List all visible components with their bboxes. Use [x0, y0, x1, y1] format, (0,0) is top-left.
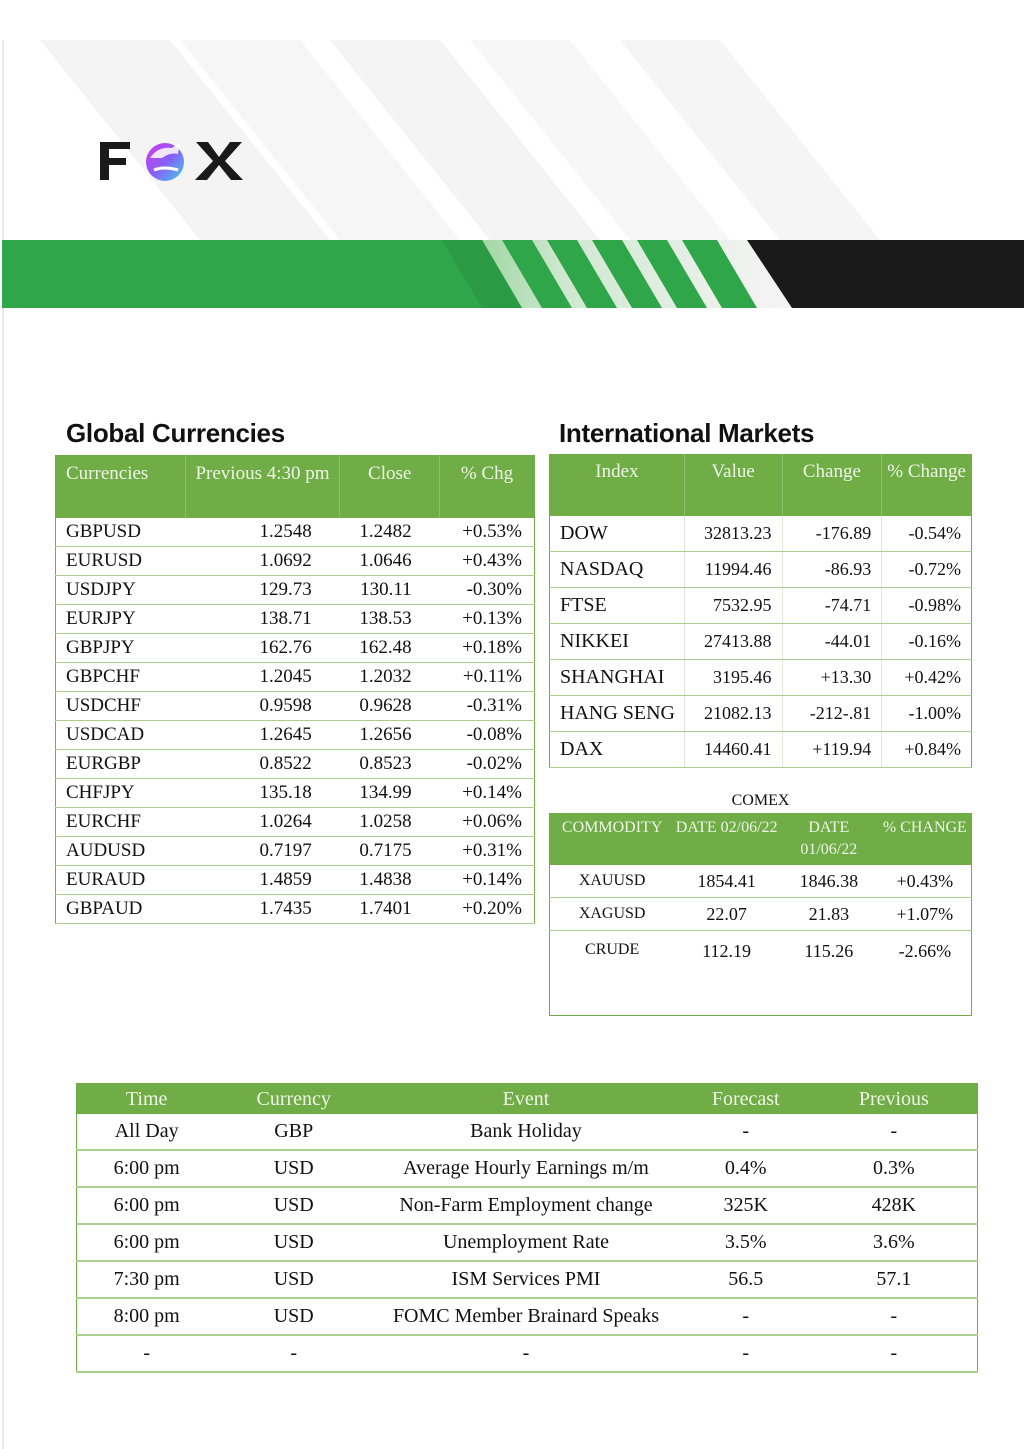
currency-row	[56, 605, 535, 634]
table-cell: 22.07	[674, 898, 779, 931]
table-cell: 0.4%	[681, 1150, 811, 1187]
table-cell: 57.1	[811, 1261, 978, 1298]
table-cell: 3195.46	[684, 660, 782, 696]
comex-table	[549, 813, 972, 1016]
table-cell: +1.07%	[879, 898, 972, 931]
table-cell: GBPAUD	[56, 895, 186, 924]
table-cell: -	[811, 1114, 978, 1150]
international-markets-heading: International Markets	[559, 418, 815, 448]
table-cell: 1.7435	[185, 895, 340, 924]
table-cell: 1.2645	[185, 721, 340, 750]
calendar-row	[77, 1187, 978, 1224]
table-cell: USD	[216, 1261, 371, 1298]
table-cell: EURJPY	[56, 605, 186, 634]
table-cell: 27413.88	[684, 624, 782, 660]
table-cell: 138.53	[340, 605, 440, 634]
column-header: COMMODITY	[550, 814, 675, 866]
table-cell: EURGBP	[56, 750, 186, 779]
table-cell: +119.94	[782, 732, 882, 768]
column-header: Event	[371, 1084, 681, 1115]
table-cell: EURAUD	[56, 866, 186, 895]
header-background-stripes	[0, 0, 1024, 240]
table-cell: Average Hourly Earnings m/m	[371, 1150, 681, 1187]
table-cell: 21082.13	[684, 696, 782, 732]
market-row	[550, 588, 972, 624]
table-cell: 1.4859	[185, 866, 340, 895]
table-cell: +0.14%	[440, 866, 535, 895]
table-cell: FOMC Member Brainard Speaks	[371, 1298, 681, 1335]
table-cell: +0.43%	[440, 547, 535, 576]
table-cell: 130.11	[340, 576, 440, 605]
table-cell: GBPJPY	[56, 634, 186, 663]
table-cell: Bank Holiday	[371, 1114, 681, 1150]
table-cell: -86.93	[782, 552, 882, 588]
table-cell: 115.26	[804, 941, 854, 961]
calendar-row	[77, 1261, 978, 1298]
table-cell: CHFJPY	[56, 779, 186, 808]
table-cell: -74.71	[782, 588, 882, 624]
table-cell: DOW	[550, 516, 685, 552]
market-row	[550, 696, 972, 732]
table-cell: +0.11%	[440, 663, 535, 692]
table-cell: 1.0646	[340, 547, 440, 576]
calendar-row	[77, 1298, 978, 1335]
international-markets-table	[549, 454, 972, 768]
commodity-row	[550, 865, 972, 898]
table-cell: -0.98%	[882, 588, 972, 624]
column-header: Currency	[216, 1084, 371, 1115]
table-cell: -	[811, 1298, 978, 1335]
table-cell: +0.31%	[440, 837, 535, 866]
table-cell: USDCHF	[56, 692, 186, 721]
table-cell: 32813.23	[684, 516, 782, 552]
commodity-row	[550, 898, 972, 931]
table-cell: All Day	[77, 1114, 217, 1150]
currency-row	[56, 866, 535, 895]
table-cell: FTSE	[550, 588, 685, 624]
table-cell: 112.19	[702, 941, 752, 961]
global-currencies-heading: Global Currencies	[66, 418, 285, 448]
table-cell: USD	[216, 1150, 371, 1187]
currency-row	[56, 895, 535, 924]
table-cell: 3.6%	[811, 1224, 978, 1261]
table-cell: 1.2548	[185, 518, 340, 547]
table-cell: 162.48	[340, 634, 440, 663]
market-row	[550, 660, 972, 696]
table-cell: USD	[216, 1187, 371, 1224]
header-banner	[2, 240, 1024, 308]
table-cell: -	[681, 1114, 811, 1150]
currency-row	[56, 576, 535, 605]
table-cell: 162.76	[185, 634, 340, 663]
table-cell: -0.54%	[882, 516, 972, 552]
table-cell: -0.16%	[882, 624, 972, 660]
calendar-row	[77, 1150, 978, 1187]
economic-calendar-table	[76, 1083, 978, 1373]
table-cell: +0.14%	[440, 779, 535, 808]
currency-row	[56, 518, 535, 547]
table-cell: GBPCHF	[56, 663, 186, 692]
table-cell: XAGUSD	[550, 898, 675, 931]
table-cell: 1.2045	[185, 663, 340, 692]
table-cell: 0.9598	[185, 692, 340, 721]
currency-row	[56, 721, 535, 750]
table-cell: +0.13%	[440, 605, 535, 634]
calendar-row	[77, 1224, 978, 1261]
table-cell: +0.43%	[879, 865, 972, 898]
table-cell: 7532.95	[684, 588, 782, 624]
table-cell: -	[681, 1335, 811, 1372]
table-cell: -0.72%	[882, 552, 972, 588]
table-cell: -	[371, 1335, 681, 1372]
column-header: % Change	[882, 455, 972, 517]
table-cell: XAUUSD	[550, 865, 675, 898]
table-cell: USD	[216, 1298, 371, 1335]
table-cell: 129.73	[185, 576, 340, 605]
table-cell: ISM Services PMI	[371, 1261, 681, 1298]
market-row	[550, 516, 972, 552]
table-cell: -	[811, 1335, 978, 1372]
column-header: Change	[782, 455, 882, 517]
column-header: Previous	[811, 1084, 978, 1115]
table-cell: 1.2032	[340, 663, 440, 692]
table-cell: -0.02%	[440, 750, 535, 779]
table-cell: 1.0264	[185, 808, 340, 837]
table-cell: -	[681, 1298, 811, 1335]
table-cell: 135.18	[185, 779, 340, 808]
table-cell: NIKKEI	[550, 624, 685, 660]
table-cell: 6:00 pm	[77, 1150, 217, 1187]
table-cell: +0.53%	[440, 518, 535, 547]
table-cell: 7:30 pm	[77, 1261, 217, 1298]
column-header: Value	[684, 455, 782, 517]
column-header: Forecast	[681, 1084, 811, 1115]
table-header-row	[550, 455, 972, 517]
table-cell: 14460.41	[684, 732, 782, 768]
table-cell: 0.3%	[811, 1150, 978, 1187]
global-currencies-table	[55, 455, 535, 924]
table-cell: 1.2656	[340, 721, 440, 750]
column-header: % CHANGE	[879, 814, 972, 866]
table-cell: 6:00 pm	[77, 1187, 217, 1224]
table-cell: Non-Farm Employment change	[371, 1187, 681, 1224]
currency-row	[56, 808, 535, 837]
column-header: Time	[77, 1084, 217, 1115]
table-cell: 6:00 pm	[77, 1224, 217, 1261]
table-cell: 138.71	[185, 605, 340, 634]
column-header: DATE 02/06/22	[674, 814, 779, 866]
table-cell: 0.7197	[185, 837, 340, 866]
table-cell: 134.99	[340, 779, 440, 808]
table-cell: -0.30%	[440, 576, 535, 605]
table-cell: NASDAQ	[550, 552, 685, 588]
currency-row	[56, 692, 535, 721]
comex-label: COMEX	[731, 792, 790, 809]
table-cell: +13.30	[782, 660, 882, 696]
table-cell: +0.42%	[882, 660, 972, 696]
table-cell: 1846.38	[779, 865, 879, 898]
table-cell: 1.0258	[340, 808, 440, 837]
table-cell: EURCHF	[56, 808, 186, 837]
table-cell: -44.01	[782, 624, 882, 660]
table-cell: 3.5%	[681, 1224, 811, 1261]
table-cell: +0.20%	[440, 895, 535, 924]
table-cell: -	[216, 1335, 371, 1372]
table-cell: 56.5	[681, 1261, 811, 1298]
column-header: Close	[340, 456, 440, 519]
currency-row	[56, 837, 535, 866]
market-row	[550, 624, 972, 660]
table-cell: +0.84%	[882, 732, 972, 768]
table-cell: +0.18%	[440, 634, 535, 663]
table-cell: 8:00 pm	[77, 1298, 217, 1335]
table-cell: EURUSD	[56, 547, 186, 576]
market-row	[550, 732, 972, 768]
table-cell: SHANGHAI	[550, 660, 685, 696]
table-cell: 0.8522	[185, 750, 340, 779]
table-cell: 325K	[681, 1187, 811, 1224]
table-cell: 1.7401	[340, 895, 440, 924]
table-cell: -1.00%	[882, 696, 972, 732]
table-cell: 1854.41	[674, 865, 779, 898]
table-cell: AUDUSD	[56, 837, 186, 866]
table-cell: 21.83	[779, 898, 879, 931]
table-cell: HANG SENG	[550, 696, 685, 732]
column-header: Previous 4:30 pm	[185, 456, 340, 519]
table-cell: -212-.81	[782, 696, 882, 732]
table-header-row	[56, 456, 535, 519]
table-cell: 11994.46	[684, 552, 782, 588]
currency-row	[56, 663, 535, 692]
table-cell: -	[77, 1335, 217, 1372]
currency-row	[56, 750, 535, 779]
table-cell: USDJPY	[56, 576, 186, 605]
table-cell: +0.06%	[440, 808, 535, 837]
calendar-row	[77, 1114, 978, 1150]
column-header: Index	[550, 455, 685, 517]
commodity-row	[550, 931, 972, 1016]
table-cell: Unemployment Rate	[371, 1224, 681, 1261]
table-cell: USDCAD	[56, 721, 186, 750]
table-cell: CRUDE	[585, 941, 640, 958]
table-cell: 1.4838	[340, 866, 440, 895]
table-cell: -2.66%	[898, 941, 952, 961]
table-cell: GBPUSD	[56, 518, 186, 547]
table-cell: 1.2482	[340, 518, 440, 547]
table-header-row	[550, 814, 972, 866]
table-cell: 0.7175	[340, 837, 440, 866]
table-cell: 0.9628	[340, 692, 440, 721]
column-header: % Chg	[440, 456, 535, 519]
table-cell: 1.0692	[185, 547, 340, 576]
table-cell: USD	[216, 1224, 371, 1261]
table-cell: -176.89	[782, 516, 882, 552]
table-cell: DAX	[550, 732, 685, 768]
fox-logo	[98, 136, 258, 186]
currency-row	[56, 634, 535, 663]
column-header: DATE 01/06/22	[779, 814, 879, 866]
table-cell: GBP	[216, 1114, 371, 1150]
table-header-row	[77, 1084, 978, 1115]
table-cell: 428K	[811, 1187, 978, 1224]
currency-row	[56, 779, 535, 808]
calendar-row	[77, 1335, 978, 1372]
table-cell: 0.8523	[340, 750, 440, 779]
market-row	[550, 552, 972, 588]
table-cell: -0.08%	[440, 721, 535, 750]
column-header: Currencies	[56, 456, 186, 519]
table-cell: -0.31%	[440, 692, 535, 721]
currency-row	[56, 547, 535, 576]
